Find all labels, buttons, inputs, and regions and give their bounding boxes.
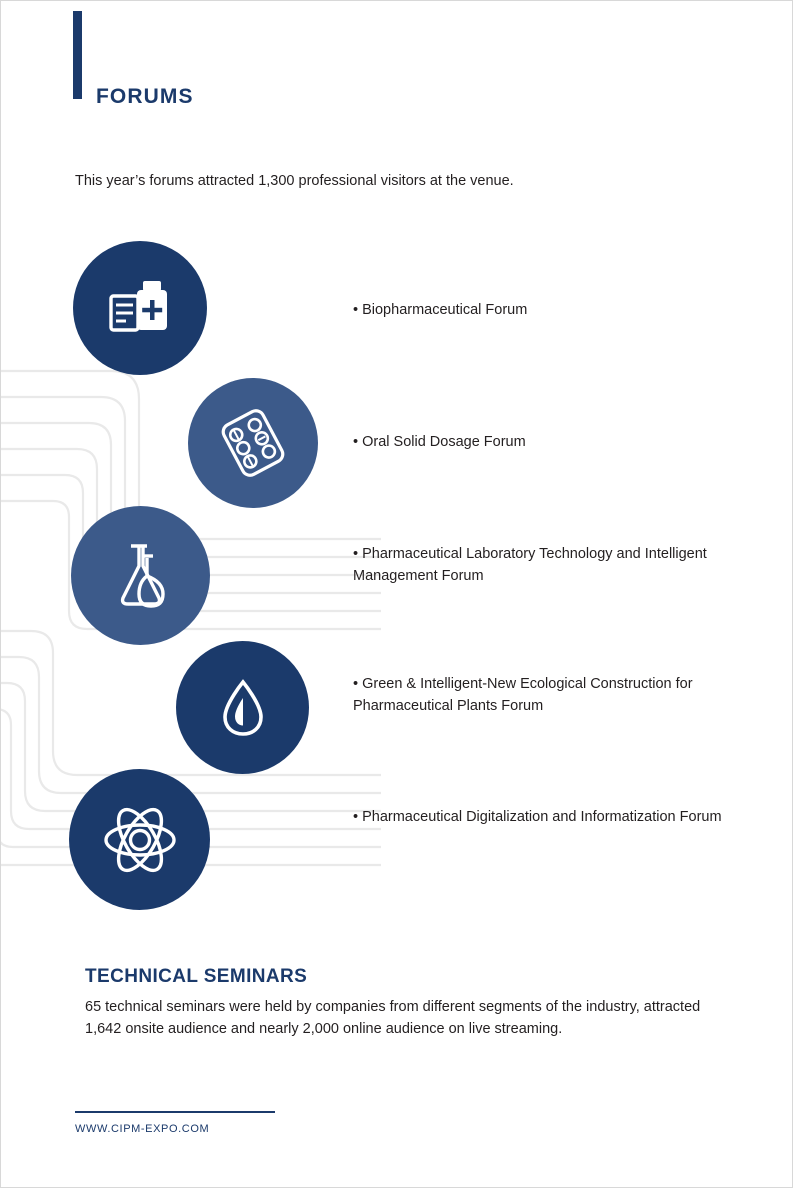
icon-circle [73,241,207,375]
section-title: TECHNICAL SEMINARS [85,966,308,987]
forum-label: • Biopharmaceutical Forum [353,302,528,318]
icon-circle [188,378,318,508]
page-header [73,11,713,121]
icon-circle [71,506,210,645]
forum-list [1,233,793,913]
forum-label: • Green & Intelligent-New Ecological Construction for Pharmaceutical Plants Forum [353,676,693,715]
forum-label: • Oral Solid Dosage Forum [353,434,526,450]
icon-circle [69,769,210,910]
water-drop-icon [211,676,275,740]
medicine-bottle-icon [104,272,176,344]
lab-flask-icon [101,536,181,616]
page-footer [75,1111,475,1135]
pill-blister-pack-icon [215,405,291,481]
icon-circle [176,641,309,774]
atom-icon [98,798,182,882]
forum-label: • Pharmaceutical Digitalization and Informatization Forum [353,809,722,825]
footer-url: WWW.CIPM-EXPO.COM [75,1123,210,1135]
technical-seminars-section [85,966,735,1041]
footer-divider [75,1111,275,1113]
header-accent-bar [73,11,82,99]
forum-label: • Pharmaceutical Laboratory Technology and Intelligent Management Forum [353,546,707,585]
intro-paragraph: This year’s forums attracted 1,300 professional visitors at the venue. [75,173,514,189]
page-title: FORUMS [96,85,194,108]
section-body: 65 technical seminars were held by companies from different segments of the industry, attracted 1,642 onsite audience and nearly 2,000 online audience on live streaming. [85,999,701,1037]
